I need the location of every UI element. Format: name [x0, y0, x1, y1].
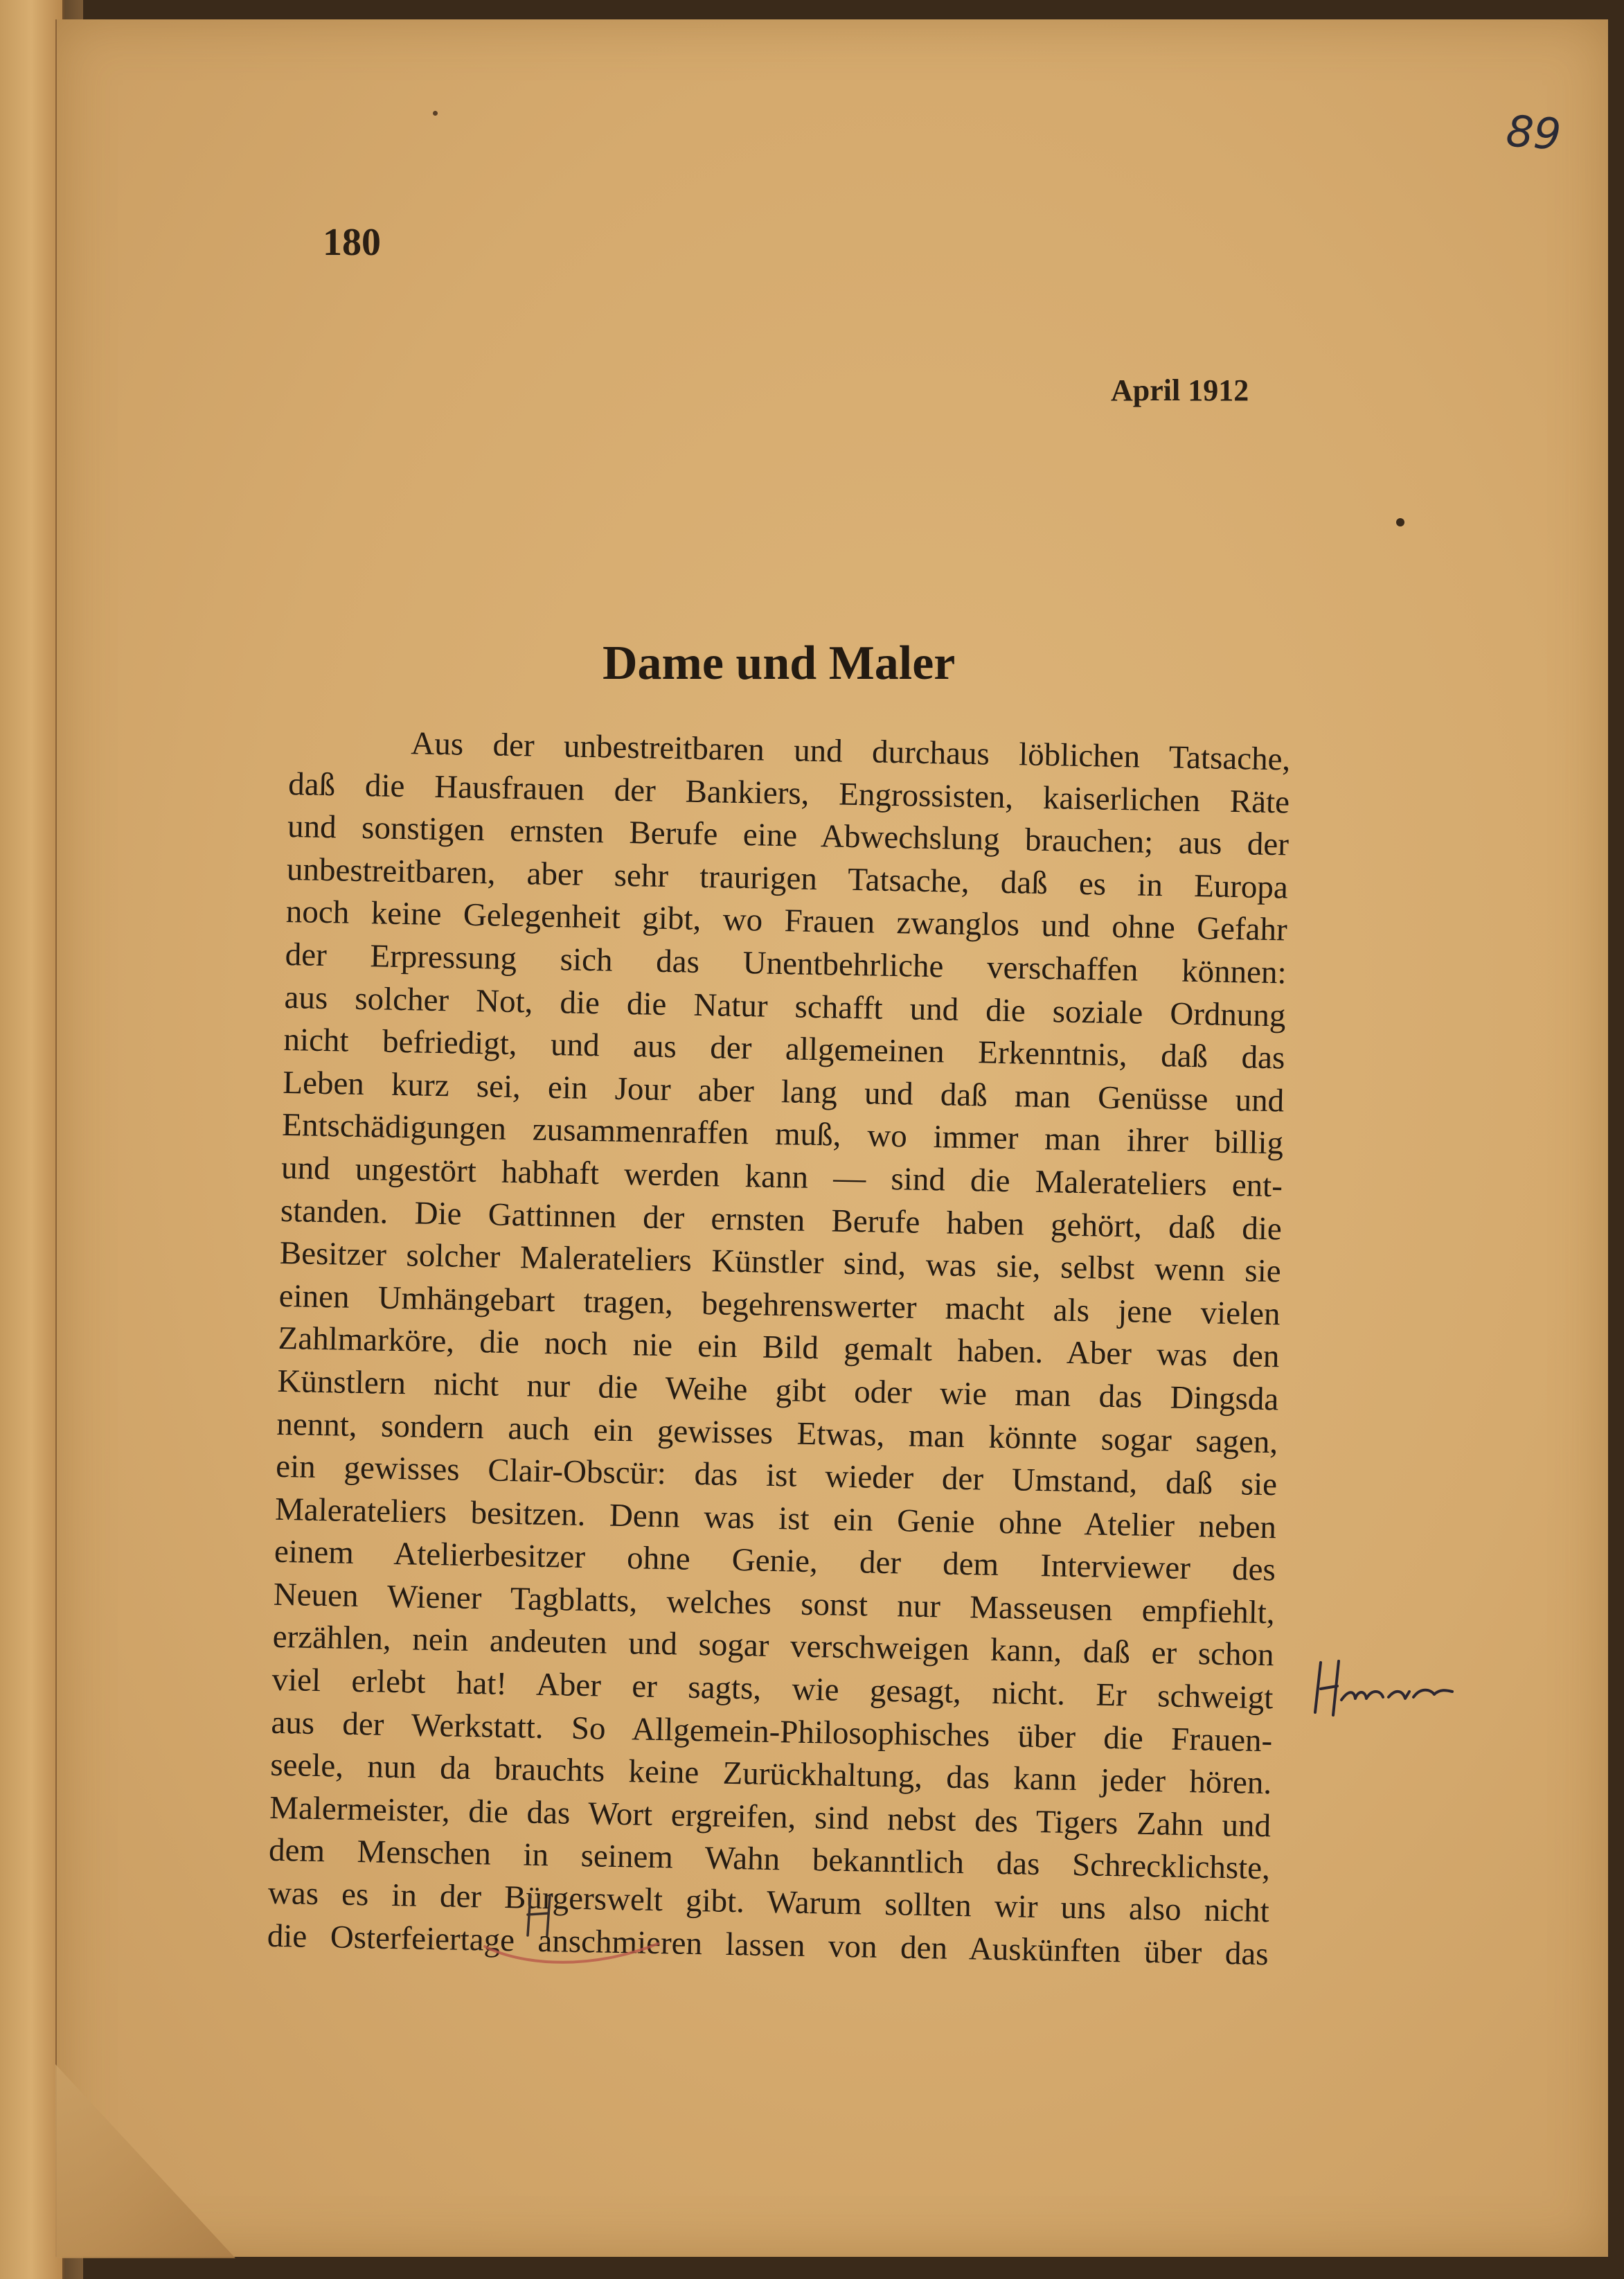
- body-line: standen. Die Gattinnen der ernsten Berufe haben gehört, daß die: [280, 1192, 1283, 1247]
- body-line: seele, nun da brauchts keine Zurückhaltung, das kann jeder hören.: [269, 1747, 1272, 1802]
- body-line: aus solcher Not, die die Natur schafft und die soziale Ordnung: [284, 979, 1286, 1034]
- body-line: aus der Werkstatt. So Allgemein-Philosophisches über die Frauen-: [271, 1704, 1273, 1759]
- body-line: daß die Hausfrauen der Bankiers, Engrossisten, kaiserlichen Räte: [287, 765, 1290, 821]
- archive-folio-number: 89: [1504, 105, 1563, 160]
- body-line: erzählen, nein andeuten und sogar verschweigen kann, daß er schon: [272, 1619, 1274, 1674]
- body-line: viel erlebt hat! Aber er sagts, wie gesagt, nicht. Er schweigt: [271, 1661, 1274, 1717]
- body-line: Künstlern nicht nur die Weihe gibt oder wie man das Dingsda: [277, 1363, 1279, 1418]
- body-line: und ungestört habhaft werden kann — sind die Malerateliers ent-: [280, 1149, 1283, 1205]
- article-title: Dame und Maler: [603, 637, 956, 690]
- body-line: noch keine Gelegenheit gibt, wo Frauen zwanglos und ohne Gefahr: [285, 894, 1288, 948]
- body-line: einem Atelierbesitzer ohne Genie, der dem Interviewer des: [274, 1534, 1276, 1588]
- body-line: ein gewisses Clair-Obscür: das ist wieder der Umstand, daß sie: [275, 1448, 1278, 1503]
- body-line: nicht befriedigt, und aus der allgemeinen Erkenntnis, daß das: [283, 1022, 1285, 1076]
- body-line: Aus der unbestreitbaren und durchaus löblichen Tatsache,: [410, 725, 1291, 778]
- body-line: Malermeister, die das Wort ergreifen, sind nebst des Tigers Zahn und: [269, 1789, 1271, 1845]
- ink-dot: [1396, 518, 1404, 526]
- handwritten-signature-mark: [1305, 1649, 1465, 1725]
- body-line: Neuen Wiener Tagblatts, welches sonst nur Masseusen empfiehlt,: [273, 1576, 1276, 1631]
- body-line: was es in der Bürgerswelt gibt. Warum sollten wir uns also nicht: [267, 1874, 1270, 1930]
- body-line: unbestreitbaren, aber sehr traurigen Tatsache, daß es in Europa: [286, 851, 1289, 906]
- page-number: 180: [323, 221, 381, 264]
- red-pencil-underline: [478, 1926, 672, 1974]
- body-line: und sonstigen ernsten Berufe eine Abwechslung brauchen; aus der: [287, 808, 1290, 863]
- body-line: die Osterfeiertage anschmieren lassen von den Auskünften über das: [267, 1917, 1269, 1972]
- body-line: nennt, sondern auch ein gewisses Etwas, man könnte sogar sagen,: [276, 1405, 1278, 1460]
- body-line: Besitzer solcher Malerateliers Künstler sind, was sie, selbst wenn sie: [279, 1235, 1282, 1290]
- body-line: der Erpressung sich das Unentbehrliche verschaffen können:: [285, 936, 1287, 991]
- article-body: [267, 720, 1290, 1976]
- ink-speck: [433, 111, 438, 116]
- body-line: Zahlmarköre, die noch nie ein Bild gemalt haben. Aber was den: [278, 1320, 1280, 1375]
- body-line: einen Umhängebart tragen, begehrenswerter macht als jene vielen: [278, 1277, 1281, 1333]
- handwritten-correction-mark: [521, 1891, 562, 1940]
- body-line: dem Menschen in seinem Wahn bekanntlich das Schrecklichste,: [268, 1832, 1271, 1887]
- body-line: Entschädigungen zusammenraffen muß, wo immer man ihrer billig: [281, 1107, 1284, 1162]
- body-line: Leben kurz sei, ein Jour aber lang und daß man Genüsse und: [282, 1064, 1285, 1119]
- publication-date: April 1912: [1111, 373, 1249, 407]
- body-line: Malerateliers besitzen. Denn was ist ein Genie ohne Atelier neben: [274, 1491, 1277, 1545]
